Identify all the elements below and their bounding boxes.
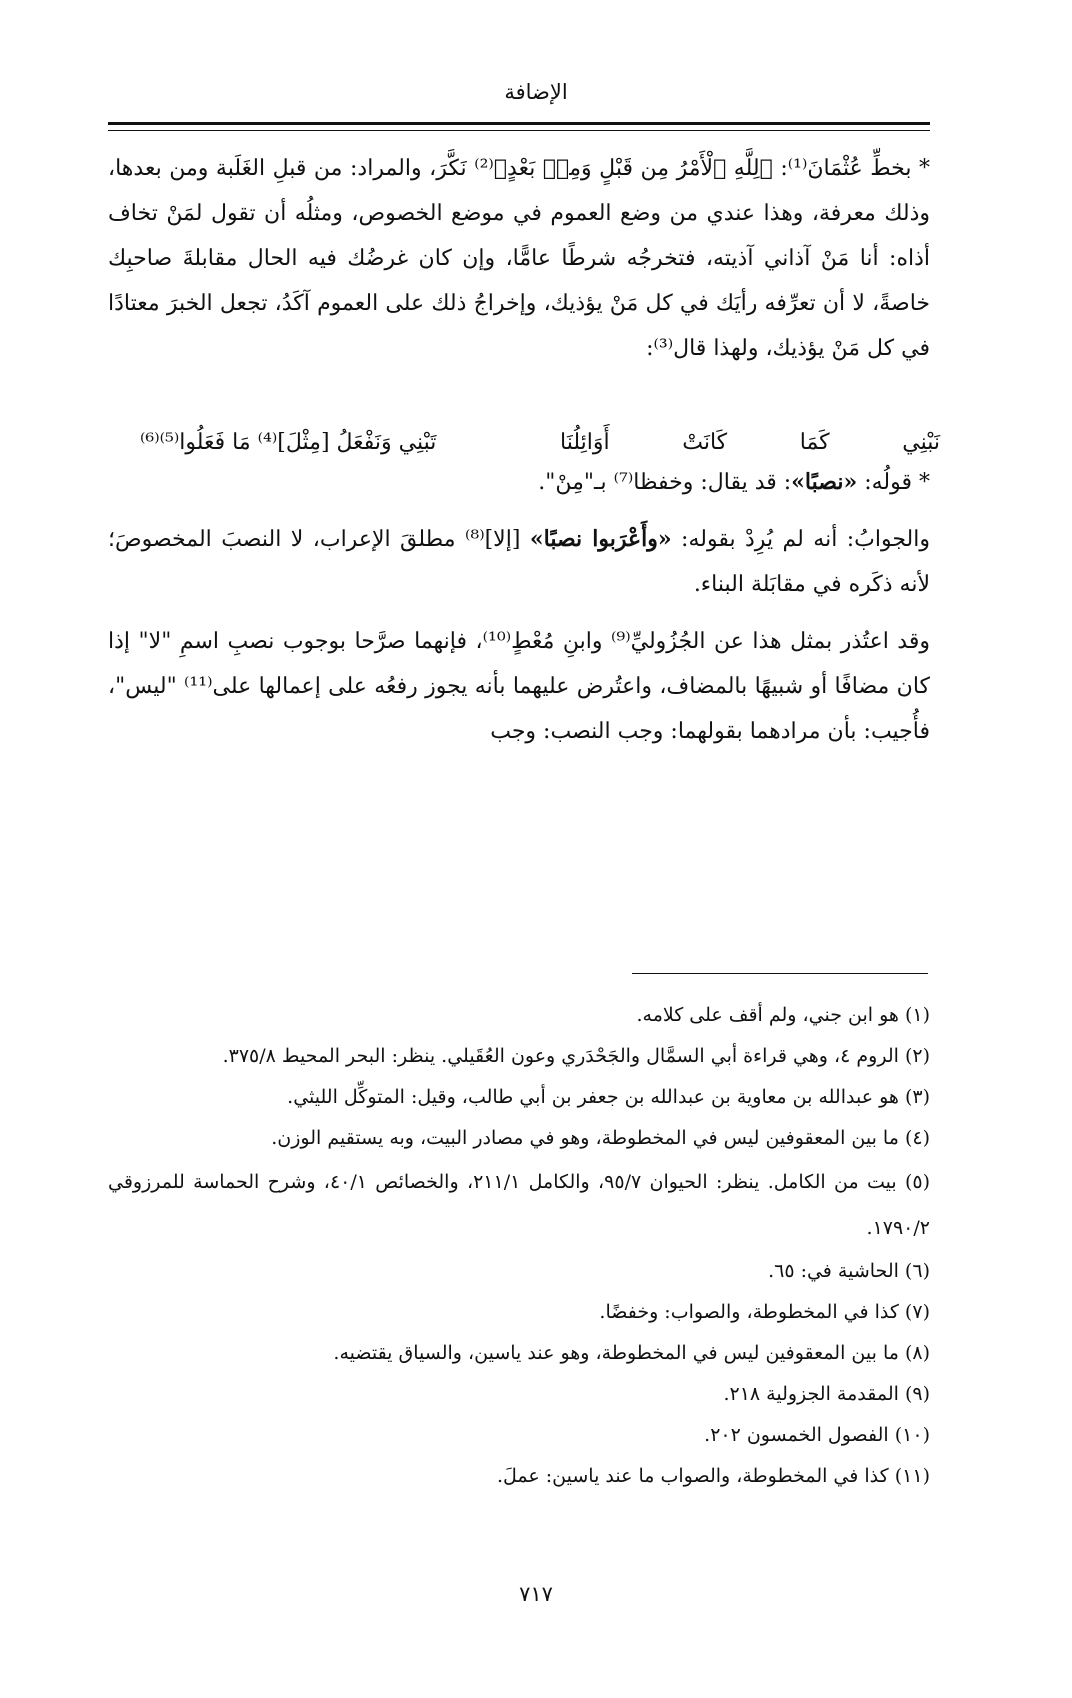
paragraph-3-pre: والجوابُ: أنه لم يُرِدْ بقوله: [671,527,930,552]
footnote-10: (١٠) الفصول الخمسون ٢٠٢. [704,1424,930,1446]
paragraph-4: وقد اعتُذر بمثل هذا عن الجُزُوليِّ⁽⁹⁾ وابنِ مُعْطٍ⁽¹⁰⁾، فإنهما صرَّحا بوجوب نصبِ اسمِ "لا" إذا كان مضافًا أو شبيهًا بالمضاف، واعتُرض عليهما بأنه يجوز رفعُه على إعمالها على⁽¹¹⁾ "ليس"، فأُجيب: بأن مرادهما بقولهما: وجب النصب: وجب [108,629,931,744]
footnote-1: (١) هو ابن جني، ولم أقف على كلامه. [636,1004,930,1026]
poem-word: كَانَتْ [682,430,728,455]
footnote-3: (٣) هو عبدالله بن معاوية بن عبدالله بن جعفر بن أبي طالب، وقيل: المتوكِّل الليثي. [287,1086,930,1108]
main-text [108,146,930,371]
paragraph-2-pre: * قولُه: [857,470,930,495]
page-number: ٧١٧ [519,1582,553,1606]
footnote-7: (٧) كذا في المخطوطة، والصواب: وخفضًا. [599,1301,930,1323]
paragraph-2 [108,460,930,505]
poem-hemistich-1 [560,430,940,455]
poem-word: كَمَا [799,430,830,455]
paragraph-2-label: «نصبًا» [791,469,858,495]
footnotes [108,995,930,1497]
paragraph-3-post: [إلا]⁽⁸⁾ مطلقَ الإعراب، لا النصبَ المخصوصَ؛ لأنه ذكَره في مقابَلة البناء. [108,527,930,597]
footnote-separator [632,973,928,974]
running-title: الإضافة [504,80,568,104]
footnote-6: (٦) الحاشية في: ٦٥. [768,1260,930,1282]
poem-hemistich-2: تَبْنِي وَنَفْعَلُ [مِثْلَ]⁽⁴⁾ مَا فَعَلُوا⁽⁵⁾⁽⁶⁾ [140,430,437,455]
footnote-8: (٨) ما بين المعقوفين ليس في المخطوطة، وهو عند ياسين، والسياق يقتضيه. [333,1342,930,1364]
footnote-5: (٥) بيت من الكامل. ينظر: الحيوان ٩٥/٧، والكامل ٢١١/١، والخصائص ٤٠/١، وشرح الحماسة للمرزوقي ١٧٩٠/٢. [108,1171,931,1239]
paragraph-2-post: : قد يقال: وخفظا⁽⁷⁾ بـ"مِنْ". [538,470,792,495]
paragraph-3 [108,517,930,607]
header-rule-thin [108,130,930,131]
footnote-4: (٤) ما بين المعقوفين ليس في المخطوطة، وهو في مصادر البيت، وبه يستقيم الوزن. [271,1127,930,1149]
footnote-2: (٢) الروم ٤، وهي قراءة أبي السمَّال والجَحْدَري وعون العُقَيلي. ينظر: البحر المحيط ٣٧٥/٨. [222,1045,930,1067]
footnote-11: (١١) كذا في المخطوطة، والصواب ما عند ياسين: عملَ. [496,1465,930,1487]
poem-word: نَبْنِي [902,430,940,455]
main-text-continued [108,460,930,754]
paragraph-3-label: «وأَعْرَبوا نصبًا» [529,526,672,552]
header-rule-thick [108,122,930,125]
paragraph-1: * بخطِّ عُثْمَانَ⁽¹⁾: ﴿لِلَّهِ ٱلْأَمْرُ مِن قَبْلٍ وَمِنۢ بَعْدٍ﴾⁽²⁾ نَكَّرَ، والمراد: من قبلِ الغَلَبة ومن بعدها، وذلك معرفة، وهذا عندي من وضع العموم في موضع الخصوص، ومثلُه أن تقول لمَنْ تخاف أذاه: أنا مَنْ آذاني آذيته، فتخرجُه شرطًا عامًّا، وإن كان غرضُك فيه الحال مقابلةَ صاحبِك خاصةً، لا أن تعرِّفه رأيَك في كل مَنْ يؤذيك، وإخراجُ ذلك على العموم آكَدُ، تجعل الخبرَ معتادًا في كل مَنْ يؤذيك، ولهذا قال⁽³⁾: [108,156,930,361]
poem-word: أَوَائِلُنَا [560,430,610,455]
footnote-9: (٩) المقدمة الجزولية ٢١٨. [723,1383,930,1405]
